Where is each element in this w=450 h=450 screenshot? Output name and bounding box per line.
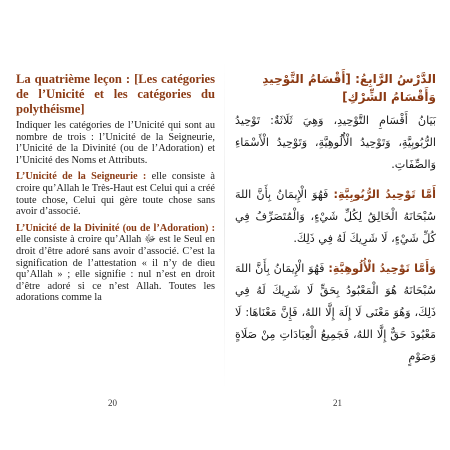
intro-paragraph-fr: Indiquer les catégories de l’Unicité qui sont au nombre de trois : l’Unicité de la Seigneurie, l’Unicité de la Divinité (ou de l’Adoration) et l’Unicité des Noms et Attributs. (16, 120, 215, 166)
lordship-paragraph-ar (235, 184, 436, 250)
lordship-term-fr: L’Unicité de la Seigneurie : (16, 171, 147, 183)
lesson-title-ar: الدَّرْسُ الرَّابِعُ: [أَقْسَامُ التَّوْحِيدِ وَأَقْسَامُ الشِّرْكِ] (262, 72, 436, 104)
right-page (225, 0, 450, 450)
divinity-text-ar: فَهُوَ الْإِيمَانُ بِأَنَّ اللهَ سُبْحَانَهُ هُوَ الْمَعْبُودُ بِحَقٍّ لَا شَرِيكَ لَهُ فِي ذَلِكَ، وَهُوَ مَعْنَى لَا إِلَهَ إِلَّا اللهُ، فَإِنَّ مَعْنَاهَا: لَا مَعْبُودَ حَقٌّ إِلَّا اللهُ، فَجَمِيعُ الْعِبَادَاتِ مِنْ صَلَاةٍ وَصَوْمٍ (235, 262, 436, 363)
lordship-term-ar: أَمَّا تَوْحِيدُ الرُّبُوبِيَّةِ: (333, 188, 436, 201)
lesson-title-fr: La quatrième leçon : [Les catégories de l’Unicité et les catégories du polythéisme] (16, 72, 215, 116)
lordship-text-ar: فَهُوَ الْإِيمَانُ بِأَنَّ اللهَ سُبْحَانَهُ الْخَالِقُ لِكُلِّ شَيْءٍ، وَالْمُتَصَرِّفُ فِي كُلِّ شَيْءٍ، لَا شَرِيكَ لَهُ فِي ذَلِكَ. (235, 188, 436, 245)
page-number-left: 20 (108, 398, 117, 408)
divinity-term-ar: وَأَمَّا تَوْحِيدُ الْأُلُوهِيَّةِ: (328, 262, 436, 275)
intro-paragraph-ar: بَيَانُ أَقْسَامِ التَّوْحِيدِ، وَهِيَ ثَلَاثَةٌ: تَوْحِيدُ الرُّبُوبِيَّةِ، وَتَوْحِيدُ الْأُلُوهِيَّةِ، وَتَوْحِيدُ الْأَسْمَاءِ وَالصِّفَاتِ. (235, 114, 436, 171)
lordship-text-fr: elle consiste à croire qu’Allah le Très-Haut est Celui qui a créé toute chose, Celui qui gère toute chose sans avoir d’associé. (16, 171, 215, 218)
divinity-paragraph-fr (16, 223, 215, 304)
page-number-right: 21 (333, 398, 342, 408)
lordship-paragraph-fr (16, 171, 215, 217)
divinity-paragraph-ar (235, 258, 436, 368)
divinity-term-fr: L’Unicité de la Divinité (ou de l’Adoration) : (16, 222, 215, 234)
divinity-text-fr: elle consiste à croire qu’Allah ﷻ est le Seul en droit d’être adoré sans avoir d’associé. C’est la signification de l’attestation « il n’y de dieu qu’Allah » ; elle signifie : nul n’est en droit d’être adoré si ce n’est Allah. Toutes les adorations comme la (16, 234, 215, 304)
